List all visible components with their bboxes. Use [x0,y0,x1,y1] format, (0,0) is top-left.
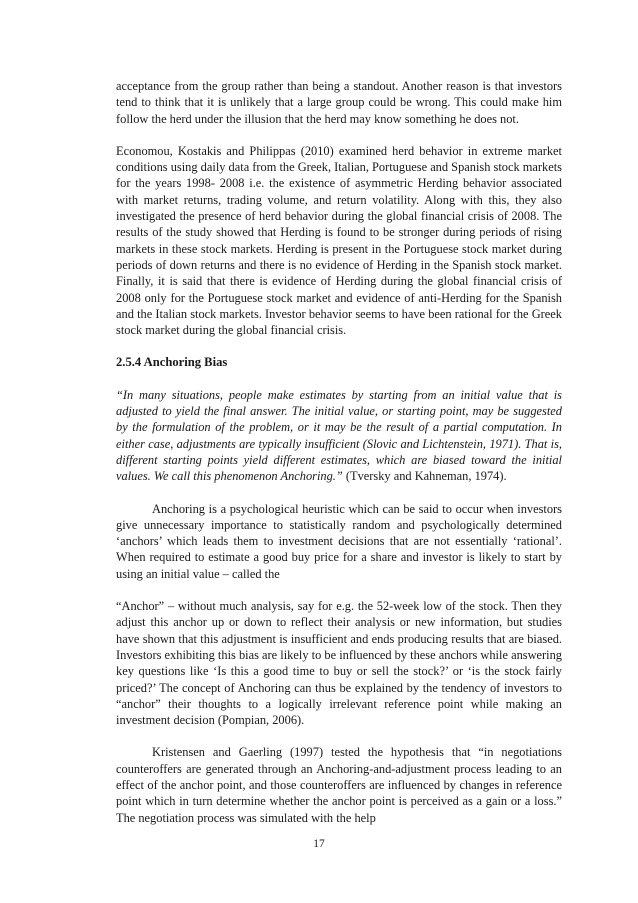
quote-paragraph [116,387,562,485]
paragraph-gap [116,728,562,744]
paragraph-herding-intro: acceptance from the group rather than being a standout. Another reason is that investors tend to think that it is unlikely that a large group could be wrong. This could make him follow the herd under the illusion that the herd may know something he does not. [116,79,562,126]
paragraph-economou-study: Economou, Kostakis and Philippas (2010) examined herd behavior in extreme market conditions using daily data from the Greek, Italian, Portuguese and Spanish stock markets for the years 1998- 2008 i.e. the existence of asymmetric Herding behavior associated with market returns, trading volume, and return volatility. Along with this, they also investigated the presence of herd behavior during the global financial crisis of 2008. The results of the study showed that Herding is found to be stronger during periods of rising markets in these stock markets. Herding is present in the Portuguese stock market during periods of down returns and there is no evidence of Herding in the Spanish stock market. Finally, it is said that there is evidence of Herding during the global financial crisis of 2008 only for the Portuguese stock market and evidence of anti-Herding for the Spanish and the Italian stock markets. Investor behavior seems to have been rational for the Greek stock market during the global financial crisis. [116,143,562,338]
section-heading: 2.5.4 Anchoring Bias [116,355,228,370]
quote-text: “In many situations, people make estimates by starting from an initial value that is adjusted to yield the final answer. The initial value, or starting point, may be suggested by the formulation of the problem, or it may be the result of a partial computation. In either case, adjustments are typically insufficient (Slovic and Lichtenstein, 1971). That is, different starting points yield different estimates, which are biased toward the initial values. We call this phenomenon Anchoring.” [116,387,562,484]
page-number: 17 [313,838,325,850]
paragraph-gap [116,485,562,501]
paragraph-anchoring-definition: Anchoring is a psychological heuristic which can be said to occur when investors give unnecessary importance to statistically random and psychologically determined ‘anchors’ which leads them to investment decisions that are not essentially ‘rational’. When required to estimate a good buy price for a share and investor is likely to start by using an initial value – called the [116,501,562,581]
paragraph-gap [116,127,562,143]
paragraph-kristensen-study: Kristensen and Gaerling (1997) tested the hypothesis that “in negotiations counteroffers are generated through an Anchoring-and-adjustment process leading to an effect of the anchor point, and those counteroffers are influenced by changes in reference point which in turn determine whether the anchor point is perceived as a gain or a loss.” The negotiation process was simulated with the help [116,745,562,825]
quote-citation: (Tversky and Kahneman, 1974). [342,469,507,484]
document-page [116,78,562,826]
paragraph-gap [116,582,562,598]
paragraph-gap [116,338,562,354]
paragraph-anchor-explanation: “Anchor” – without much analysis, say for e.g. the 52-week low of the stock. Then they adjust this anchor up or down to reflect their analysis or new information, but studies have shown that this adjustment is insufficient and ends producing results that are biased. Investors exhibiting this bias are likely to be influenced by these anchors while answering key questions like ‘Is this a good time to buy or sell the stock?’ or ‘is the stock fairly priced?’ The concept of Anchoring can thus be explained by the tendency of investors to “anchor” their thoughts to a logically irrelevant reference point while making an investment decision (Pompian, 2006). [116,599,562,728]
paragraph-gap [116,371,562,387]
